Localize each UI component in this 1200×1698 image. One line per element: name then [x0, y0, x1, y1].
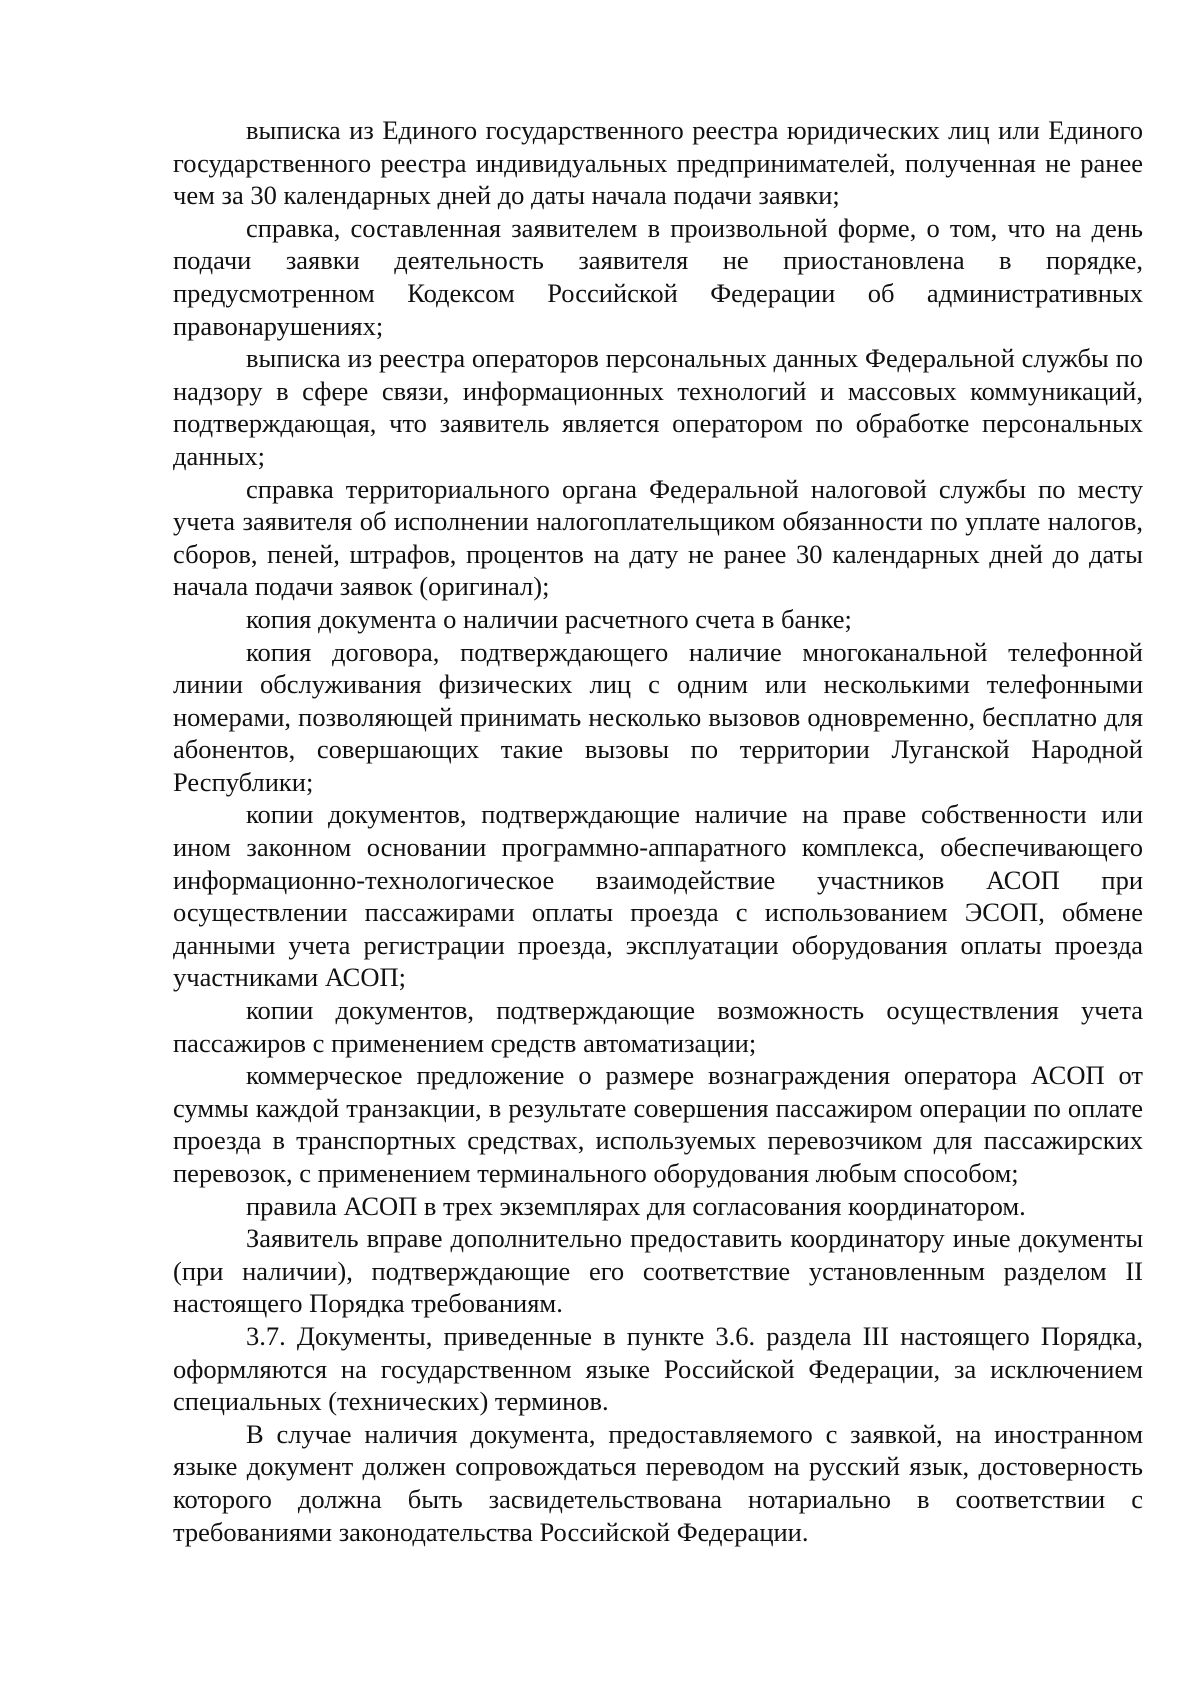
paragraph-tax-certificate: справка территориального органа Федеральной налоговой службы по месту учета заявителя об исполнении налогоплательщиком обязанности по уплате налогов, сборов, пеней, штрафов, процентов на дату не ранее 30 календарных дней до даты начала подачи заявок (оригинал);: [173, 473, 1143, 602]
paragraph-personal-data-registry: выписка из реестра операторов персональных данных Федеральной службы по надзору в сфере связи, информационных технологий и массовых коммуникаций, подтверждающая, что заявитель является оператором по обработке персональных данных;: [173, 343, 1143, 471]
paragraph-phone-line-contract: копия договора, подтверждающего наличие многоканальной телефонной линии обслуживания физических лиц с одним или несколькими телефонными номерами, позволяющей принимать несколько вызовов одновременно, бесплатно для абонентов, совершающих такие вызовы по территории Луганской Народной Республики;: [173, 636, 1143, 797]
paragraph-foreign-language: В случае наличия документа, предоставляемого с заявкой, на иностранном языке документ должен сопровождаться переводом на русский язык, достоверность которого должна быть засвидетельствована нотариально в соответствии с требованиями законодательства Российской Федерации.: [173, 1418, 1143, 1547]
paragraph-egrul-extract: выписка из Единого государственного реестра юридических лиц или Единого государственного реестра индивидуальных предпринимателей, полученная не ранее чем за 30 календарных дней до даты начала подачи заявки;: [173, 115, 1143, 211]
paragraph-section-3-7: 3.7. Документы, приведенные в пункте 3.6. раздела III настоящего Порядка, оформляются на государственном языке Российской Федерации, за исключением специальных (технических) терминов.: [173, 1320, 1143, 1417]
paragraph-passenger-accounting: копии документов, подтверждающие возможность осуществления учета пассажиров с применением средств автоматизации;: [173, 995, 1143, 1058]
paragraph-activity-certificate: справка, составленная заявителем в произвольной форме, о том, что на день подачи заявки деятельность заявителя не приостановлена в порядке, предусмотренном Кодексом Российской Федерации об административных правонарушениях;: [173, 212, 1143, 341]
paragraph-additional-documents: Заявитель вправе дополнительно предоставить координатору иные документы (при наличии), подтверждающие его соответствие установленным разделом II настоящего Порядка требованиям.: [173, 1223, 1143, 1319]
paragraph-bank-account-copy: копия документа о наличии расчетного счета в банке;: [246, 603, 852, 634]
document-body: [173, 114, 1143, 1548]
paragraph-commercial-offer: коммерческое предложение о размере вознаграждения оператора АСОП от суммы каждой транзакции, в результате совершения пассажиром операции по оплате проезда в транспортных средствах, используемых перевозчиком для пассажирских перевозок, с применением терминального оборудования любым способом;: [173, 1060, 1143, 1188]
paragraph-asop-rules: правила АСОП в трех экземплярах для согласования координатором.: [246, 1190, 1026, 1221]
paragraph-hardware-software-complex: копии документов, подтверждающие наличие на праве собственности или ином законном основании программно-аппаратного комплекса, обеспечивающего информационно-технологическое взаимодействие участников АСОП при осуществлении пассажирами оплаты проезда с использованием ЭСОП, обмене данными учета регистрации проезда, эксплуатации оборудования оплаты проезда участниками АСОП;: [173, 799, 1143, 993]
